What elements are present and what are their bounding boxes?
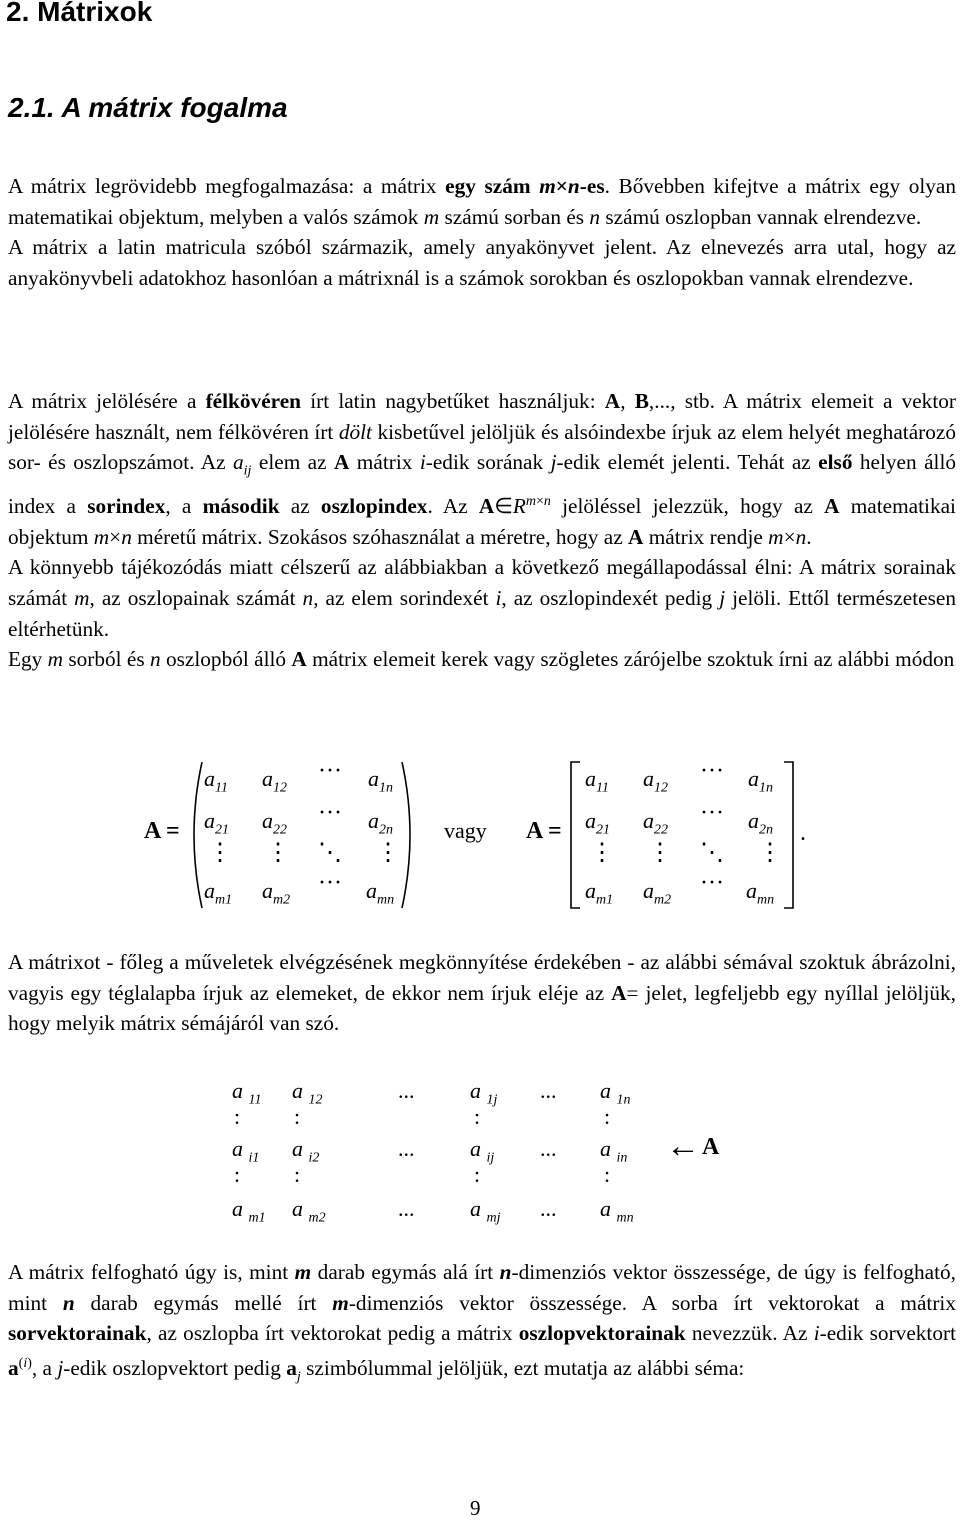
left-bracket-icon bbox=[568, 760, 582, 910]
paragraph-vectors: A mátrix felfogható úgy is, mint m darab egymás alá írt n-dimenziós vektor összessége, de úgy is felfogható, mint n darab egymás mellé írt m-dimenziós vektor összessége. A sorba írt vektorokat a mátrix sorvektorainak, az oszlopba írt vektorokat pedig a mátrix oszlopvektorainak nevezzük. Az i-edik sorvektort $a^{(i)}$, a j-edik oszlopvektort pedig $a_j$ szimbólummal jelöljük, ezt mutatja az alábbi séma: bbox=[8, 1260, 957, 1385]
scheme-cell: ... bbox=[540, 1136, 557, 1161]
scheme-cell: a $_{12}$ bbox=[292, 1078, 323, 1108]
cell-a12: $a_{12}$ bbox=[643, 766, 668, 796]
scheme-cell: a $_{ij}$ bbox=[470, 1136, 495, 1166]
scheme-cell: a $_{i2}$ bbox=[292, 1136, 320, 1166]
left-paren-icon bbox=[184, 760, 204, 910]
section-heading: 2.1. A mátrix fogalma bbox=[8, 92, 288, 123]
cell-am2: $a_{m2}$ bbox=[643, 878, 672, 908]
vdots-icon: ⋮ bbox=[266, 840, 290, 866]
cell-a12: $a_{12}$ bbox=[262, 766, 287, 796]
ddots-icon: ⋱ bbox=[700, 840, 724, 866]
scheme-cell: ... bbox=[398, 1196, 415, 1221]
cell-a11: $a_{11}$ bbox=[204, 766, 228, 796]
cell-am1: $a_{m1}$ bbox=[204, 878, 233, 908]
scheme-cell: : bbox=[604, 1162, 611, 1187]
cell-a2n: $a_{2n}$ bbox=[748, 808, 773, 838]
cell-amn: $a_{mn}$ bbox=[366, 878, 395, 908]
chapter-heading: 2. Mátrixok bbox=[6, 0, 153, 27]
right-bracket-icon bbox=[782, 760, 796, 910]
matrix-lhs: A = bbox=[144, 818, 180, 844]
cell-a21: $a_{21}$ bbox=[204, 808, 229, 838]
paragraph-notation: A mátrix jelölésére a félkövéren írt latin nagybetűket használjuk: A, B,..., stb. A mátrix elemeit a vektor jelölésére használt, nem félkövéren írt dölt kisbetűvel jelöljük és alsóindexbe írjuk az elem helyét meghatározó sor- és oszlopszámot. Az $a_{ij}$ elem az A mátrix i-edik sorának j-edik elemét jelenti. Tehát az első helyen álló index a sorindex, a második az oszlopindex. Az $A\in R^{m\times n}$ jelöléssel jelezzük, hogy az A matematikai objektum m×n méretű mátrix. Szokásos szóhasználat a méretre, hogy az A mátrix rendje m×n. A könnyebb tájékozódás miatt célszerű az alábbiakban a következő megállapodással élni: A mátrix sorainak számát m, az oszlopainak számát n, az elem sorindexét i, az oszlopindexét pedig j jelöli. Ettől természetesen eltérhetünk. Egy m sorból és n oszlopból álló A mátrix elemeit kerek vagy szögletes zárójelbe szoktuk írni az alábbi módon bbox=[8, 389, 957, 672]
hdots-icon: ··· bbox=[318, 800, 342, 826]
scheme-cell: a $_{1n}$ bbox=[600, 1078, 631, 1108]
scheme-cell: a $_{m1}$ bbox=[232, 1196, 266, 1226]
matrix-lhs: A = bbox=[526, 818, 562, 844]
hdots-icon: ··· bbox=[700, 870, 724, 896]
scheme-cell: : bbox=[234, 1104, 241, 1129]
scheme-matrix-label: A bbox=[702, 1134, 720, 1160]
page-number: 9 bbox=[470, 1496, 481, 1520]
vdots-icon: ⋮ bbox=[590, 840, 614, 866]
matrix-period: . bbox=[800, 820, 806, 846]
hdots-icon: ··· bbox=[700, 800, 724, 826]
cell-amn: $a_{mn}$ bbox=[746, 878, 775, 908]
vdots-icon: ⋮ bbox=[758, 840, 782, 866]
scheme-cell: a $_{in}$ bbox=[600, 1136, 628, 1166]
cell-a1n: $a_{1n}$ bbox=[748, 766, 773, 796]
cell-a21: $a_{21}$ bbox=[585, 808, 610, 838]
scheme-cell: a $_{11}$ bbox=[232, 1078, 262, 1108]
cell-am2: $a_{m2}$ bbox=[262, 878, 291, 908]
scheme-cell: a $_{mn}$ bbox=[600, 1196, 634, 1226]
vdots-icon: ⋮ bbox=[376, 840, 400, 866]
scheme-cell: ... bbox=[398, 1136, 415, 1161]
cell-a2n: $a_{2n}$ bbox=[368, 808, 393, 838]
vdots-icon: ⋮ bbox=[208, 840, 232, 866]
scheme-cell: ... bbox=[540, 1078, 557, 1103]
cell-a11: $a_{11}$ bbox=[585, 766, 609, 796]
paragraph-scheme-intro: A mátrixot - főleg a műveletek elvégzésének megkönnyítése érdekében - az alábbi sémával szoktuk ábrázolni, vagyis egy téglalapba írjuk az elemeket, de ekkor nem írjuk eléje az A= jelet, legfeljebb egy nyíllal jelöljük, hogy melyik mátrix sémájáról van szó. bbox=[8, 950, 956, 1036]
scheme-cell: a $_{mj}$ bbox=[470, 1196, 501, 1226]
right-paren-icon bbox=[400, 760, 420, 910]
left-arrow-icon: ← bbox=[666, 1128, 700, 1165]
scheme-cell: a $_{1j}$ bbox=[470, 1078, 498, 1108]
hdots-icon: ··· bbox=[700, 758, 724, 784]
scheme-cell: ... bbox=[540, 1196, 557, 1221]
scheme-cell: a $_{i1}$ bbox=[232, 1136, 260, 1166]
scheme-cell: a $_{m2}$ bbox=[292, 1196, 326, 1226]
vagy-label: vagy bbox=[444, 818, 487, 843]
scheme-cell: : bbox=[234, 1162, 241, 1187]
scheme-cell: : bbox=[294, 1162, 301, 1187]
scheme-cell: : bbox=[604, 1104, 611, 1129]
vdots-icon: ⋮ bbox=[648, 840, 672, 866]
cell-am1: $a_{m1}$ bbox=[585, 878, 614, 908]
cell-a22: $a_{22}$ bbox=[643, 808, 668, 838]
cell-a22: $a_{22}$ bbox=[262, 808, 287, 838]
scheme-cell: ... bbox=[398, 1078, 415, 1103]
scheme-cell: : bbox=[294, 1104, 301, 1129]
hdots-icon: ··· bbox=[318, 758, 342, 784]
scheme-cell: : bbox=[474, 1162, 481, 1187]
cell-a1n: $a_{1n}$ bbox=[368, 766, 393, 796]
scheme-cell: : bbox=[474, 1104, 481, 1129]
ddots-icon: ⋱ bbox=[318, 840, 342, 866]
hdots-icon: ··· bbox=[318, 870, 342, 896]
paragraph-definition: A mátrix legrövidebb megfogalmazása: a mátrix egy szám m×n-es. Bővebben kifejtve a mátrix egy olyan matematikai objektum, melyben a valós számok m számú sorban és n számú oszlopban vannak elrendezve. A mátrix a latin matricula szóból származik, amely anyakönyvet jelent. Az elnevezés arra utal, hogy az anyakönyvbeli adatokhoz hasonlóan a mátrixnál is a számok sorokban és oszlopokban vannak elrendezve. bbox=[8, 174, 957, 290]
